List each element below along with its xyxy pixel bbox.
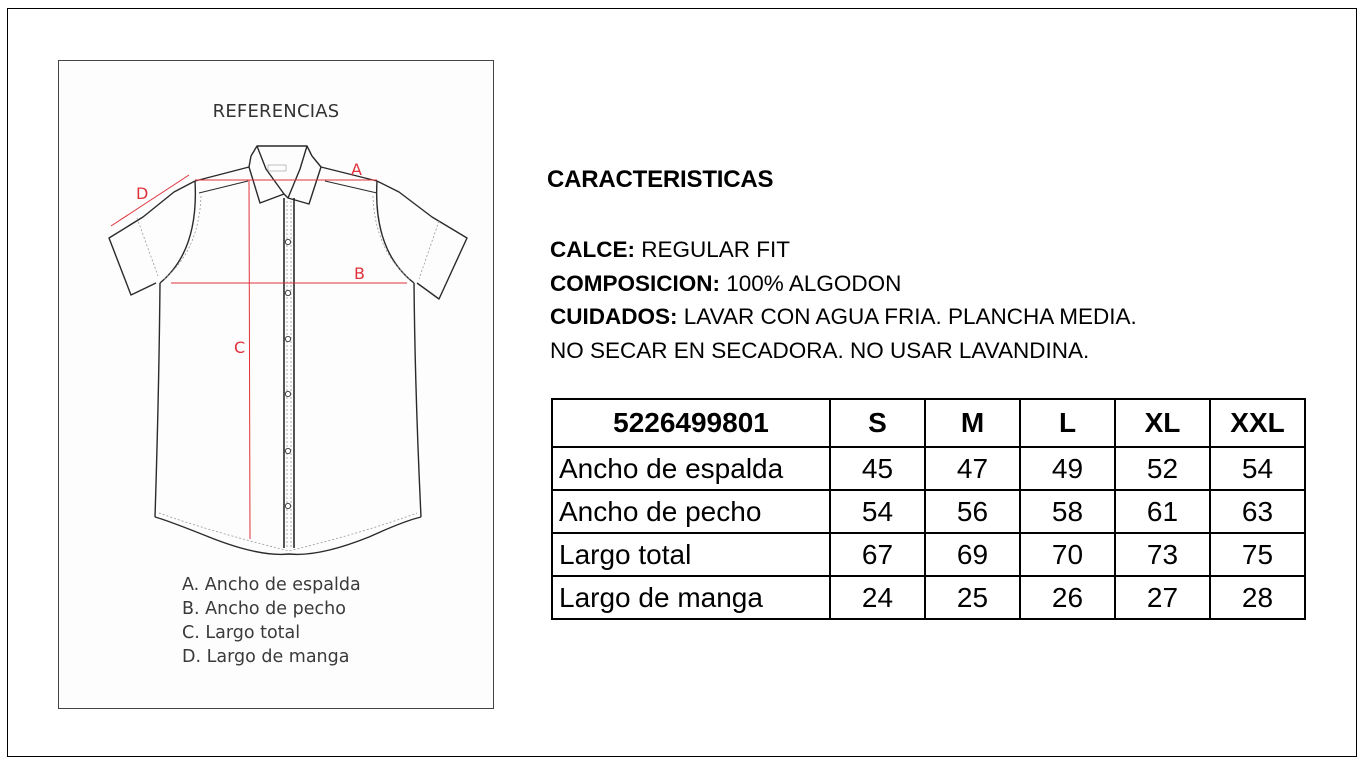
cell-value: 49	[1020, 447, 1115, 490]
cell-value: 75	[1210, 533, 1305, 576]
cell-value: 56	[925, 490, 1020, 533]
table-row	[552, 447, 1305, 490]
spec-key: CALCE:	[550, 237, 635, 262]
size-m: M	[925, 399, 1020, 447]
cell-value: 70	[1020, 533, 1115, 576]
cell-value: 58	[1020, 490, 1115, 533]
size-l: L	[1020, 399, 1115, 447]
size-header-row	[552, 399, 1305, 447]
cell-value: 27	[1115, 576, 1210, 619]
cell-value: 67	[830, 533, 925, 576]
cell-value: 63	[1210, 490, 1305, 533]
spec-care-continued	[550, 334, 1137, 368]
characteristics-title: CARACTERISTICAS	[547, 166, 774, 193]
label-a: A	[351, 160, 362, 179]
cell-value: 24	[830, 576, 925, 619]
spec-value: LAVAR CON AGUA FRIA. PLANCHA MEDIA.	[677, 304, 1137, 329]
cell-value: 73	[1115, 533, 1210, 576]
size-xxl: XXL	[1210, 399, 1305, 447]
legend-item-b: B. Ancho de pecho	[182, 599, 346, 619]
spec-key: CUIDADOS:	[550, 304, 678, 329]
cell-value: 52	[1115, 447, 1210, 490]
size-s: S	[830, 399, 925, 447]
legend-item-a: A. Ancho de espalda	[182, 575, 361, 595]
spec-care	[550, 300, 1137, 334]
spec-value: REGULAR FIT	[635, 237, 791, 262]
row-label: Largo total	[552, 533, 830, 576]
table-row	[552, 576, 1305, 619]
spec-fit	[550, 233, 1137, 267]
cell-value: 54	[1210, 447, 1305, 490]
size-table	[551, 398, 1306, 620]
cell-value: 61	[1115, 490, 1210, 533]
cell-value: 47	[925, 447, 1020, 490]
cell-value: 54	[830, 490, 925, 533]
characteristics-list	[550, 233, 1137, 367]
product-code: 5226499801	[552, 399, 830, 447]
label-c: C	[234, 338, 246, 357]
table-row	[552, 533, 1305, 576]
label-b: B	[354, 264, 365, 283]
measurement-legend	[182, 573, 361, 669]
cell-value: 69	[925, 533, 1020, 576]
cell-value: 45	[830, 447, 925, 490]
cell-value: 28	[1210, 576, 1305, 619]
legend-item-d: D. Largo de manga	[182, 647, 350, 667]
row-label: Largo de manga	[552, 576, 830, 619]
spec-key: COMPOSICION:	[550, 270, 721, 296]
reference-title: REFERENCIAS	[212, 101, 340, 122]
spec-value: NO SECAR EN SECADORA. NO USAR LAVANDINA.	[550, 337, 1090, 363]
cell-value: 26	[1020, 576, 1115, 619]
row-label: Ancho de pecho	[552, 490, 830, 533]
cell-value: 25	[925, 576, 1020, 619]
size-xl: XL	[1115, 399, 1210, 447]
table-row	[552, 490, 1305, 533]
row-label: Ancho de espalda	[552, 447, 830, 490]
label-d: D	[136, 184, 149, 203]
reference-panel	[58, 60, 494, 709]
spec-composition	[550, 267, 1137, 301]
legend-item-c: C. Largo total	[182, 623, 301, 643]
spec-value: 100% ALGODON	[720, 270, 902, 296]
